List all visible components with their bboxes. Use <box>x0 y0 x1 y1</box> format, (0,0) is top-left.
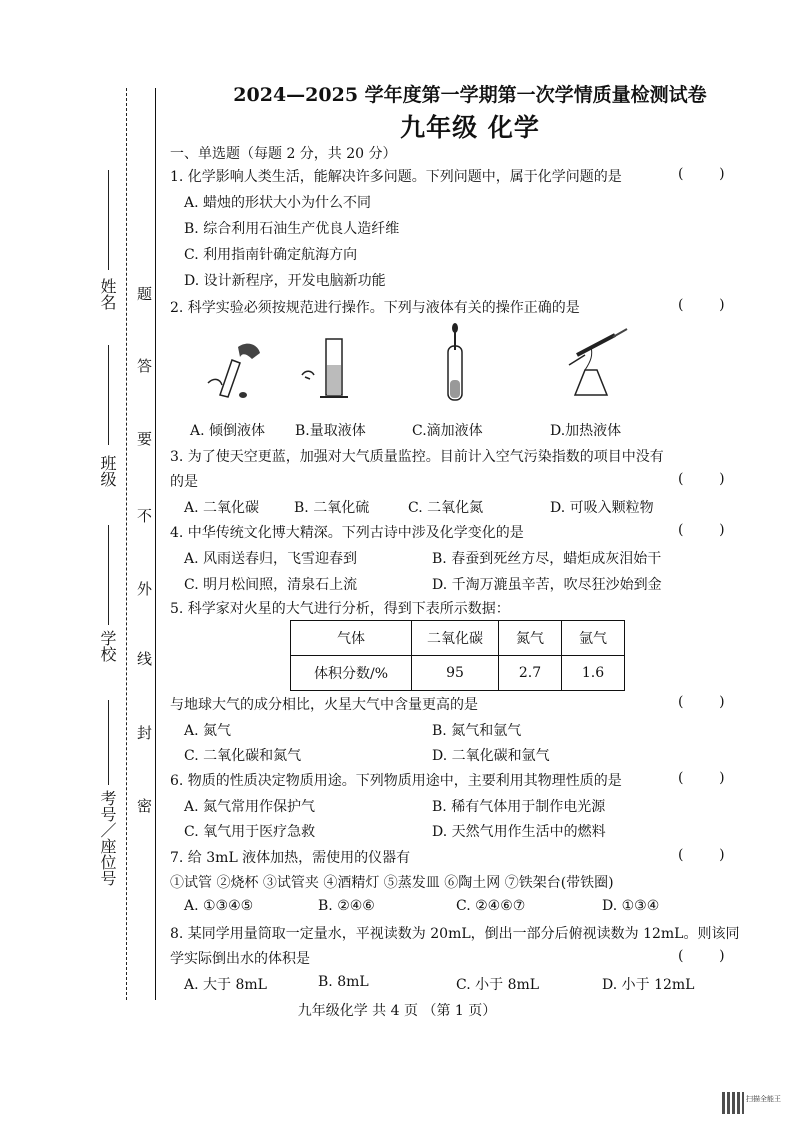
answer-blank: ( ) <box>678 847 725 863</box>
q5-option-d: D. 二氧化碳和氩气 <box>432 748 550 764</box>
seat-label: 考号／座位号 <box>98 790 117 886</box>
school-label: 学校 <box>98 630 117 662</box>
q3-option-d: D. 可吸入颗粒物 <box>550 500 654 516</box>
table-header-cell: 二氧化碳 <box>412 621 499 656</box>
question-8-stem: 8. 某同学用量筒取一定量水，平视读数为 20mL，倒出一部分后俯视读数为 12mL。则该同 <box>170 926 740 942</box>
q6-option-c: C. 氧气用于医疗急救 <box>184 824 316 840</box>
answer-blank: ( ) <box>678 522 725 538</box>
binding-dashed-line <box>126 88 127 1000</box>
class-write-line <box>108 345 109 445</box>
q8-option-a: A. 大于 8mL <box>184 977 267 993</box>
question-7-stem: 7. 给 3mL 液体加热，需使用的仪器有 <box>170 850 411 866</box>
q3-option-a: A. 二氧化碳 <box>184 500 260 516</box>
name-write-line <box>108 170 109 270</box>
q8-option-b: B. 8mL <box>318 974 369 990</box>
q2-option-d: D.加热液体 <box>550 423 622 439</box>
seat-write-line <box>108 700 109 785</box>
table-header-row <box>291 621 625 656</box>
seal-char: 密 <box>137 797 153 815</box>
question-1-stem: 1. 化学影响人类生活，能解决许多问题。下列问题中，属于化学问题的是 <box>170 169 622 185</box>
table-header-cell: 氩气 <box>562 621 625 656</box>
exam-title: 2024—2025 学年度第一学期第一次学情质量检测试卷 <box>233 84 707 106</box>
q4-option-a: A. 风雨送春归，飞雪迎春到 <box>184 551 358 567</box>
seal-char: 封 <box>137 724 153 742</box>
q1-option-b: B. 综合利用石油生产优良人造纤维 <box>184 221 400 237</box>
q1-option-a: A. 蜡烛的形状大小为什么不同 <box>184 195 372 211</box>
section-heading: 一、单选题（每题 2 分，共 20 分） <box>170 146 397 162</box>
q1-option-d: D. 设计新程序，开发电脑新功能 <box>184 273 386 289</box>
table-cell: 2.7 <box>499 656 562 691</box>
q4-option-d: D. 千淘万漉虽辛苦，吹尽狂沙始到金 <box>432 577 662 593</box>
seal-char: 要 <box>137 430 153 448</box>
answer-blank: ( ) <box>678 948 725 964</box>
seal-char: 不 <box>137 507 153 525</box>
question-8-stem-cont: 学实际倒出水的体积是 <box>170 951 310 967</box>
table-header-cell: 氮气 <box>499 621 562 656</box>
dropper-figure <box>440 322 470 402</box>
answer-blank: ( ) <box>678 770 725 786</box>
answer-blank: ( ) <box>678 297 725 313</box>
measure-liquid-figure <box>300 335 360 405</box>
seal-char: 题 <box>137 285 153 303</box>
exam-subtitle: 九年级 化学 <box>400 113 540 142</box>
answer-blank: ( ) <box>678 471 725 487</box>
q2-option-a: A. 倾倒液体 <box>190 423 266 439</box>
q4-option-b: B. 春蚕到死丝方尽，蜡炬成灰泪始干 <box>432 551 662 567</box>
q5-option-a: A. 氮气 <box>184 723 232 739</box>
table-cell: 体积分数/% <box>291 656 412 691</box>
name-label: 姓名 <box>98 278 117 310</box>
q6-option-d: D. 天然气用作生活中的燃料 <box>432 824 606 840</box>
q1-option-c: C. 利用指南针确定航海方向 <box>184 247 358 263</box>
table-row <box>291 656 625 691</box>
q8-option-d: D. 小于 12mL <box>602 977 695 993</box>
q2-option-c: C.滴加液体 <box>412 423 483 439</box>
q7-option-d: D. ①③④ <box>602 898 660 914</box>
q7-option-c: C. ②④⑥⑦ <box>456 898 526 914</box>
class-label: 班级 <box>98 455 117 487</box>
q7-item-list: ①试管 ②烧杯 ③试管夹 ④酒精灯 ⑤蒸发皿 ⑥陶土网 ⑦铁架台(带铁圈) <box>170 875 614 891</box>
answer-blank: ( ) <box>678 694 725 710</box>
school-write-line <box>108 525 109 625</box>
table-cell: 1.6 <box>562 656 625 691</box>
q5-option-c: C. 二氧化碳和氮气 <box>184 748 302 764</box>
seal-char: 外 <box>137 580 153 598</box>
seal-char: 线 <box>137 650 153 668</box>
q8-option-c: C. 小于 8mL <box>456 977 540 993</box>
question-2-stem: 2. 科学实验必须按规范进行操作。下列与液体有关的操作正确的是 <box>170 300 580 316</box>
page-footer: 九年级化学 共 4 页 （第 1 页） <box>297 1003 497 1019</box>
question-3-stem-cont: 的是 <box>170 474 198 490</box>
q3-option-b: B. 二氧化硫 <box>294 500 370 516</box>
q6-option-b: B. 稀有气体用于制作电光源 <box>432 799 606 815</box>
margin-rule-line <box>155 88 156 1000</box>
mars-atmosphere-table <box>290 620 625 691</box>
question-4-stem: 4. 中华传统文化博大精深。下列古诗中涉及化学变化的是 <box>170 525 524 541</box>
question-5-stem-cont: 与地球大气的成分相比，火星大气中含量更高的是 <box>170 697 478 713</box>
table-cell: 95 <box>412 656 499 691</box>
pour-liquid-figure <box>200 335 270 405</box>
q7-option-b: B. ②④⑥ <box>318 898 375 914</box>
seal-char: 答 <box>137 357 153 375</box>
q5-option-b: B. 氮气和氩气 <box>432 723 522 739</box>
q6-option-a: A. 氮气常用作保护气 <box>184 799 316 815</box>
question-6-stem: 6. 物质的性质决定物质用途。下列物质用途中，主要利用其物理性质的是 <box>170 773 622 789</box>
qr-code-icon <box>722 1092 744 1114</box>
heat-liquid-figure <box>555 325 635 400</box>
question-5-stem: 5. 科学家对火星的大气进行分析，得到下表所示数据： <box>170 601 510 617</box>
question-3-stem: 3. 为了使天空更蓝，加强对大气质量监控。目前计入空气污染指数的项目中没有 <box>170 449 664 465</box>
scanner-watermark: 扫描全能王 <box>746 1095 781 1103</box>
q4-option-c: C. 明月松间照，清泉石上流 <box>184 577 358 593</box>
q3-option-c: C. 二氧化氮 <box>408 500 484 516</box>
q7-option-a: A. ①③④⑤ <box>184 898 254 914</box>
answer-blank: ( ) <box>678 166 725 182</box>
table-header-cell: 气体 <box>291 621 412 656</box>
q2-option-b: B.量取液体 <box>295 423 366 439</box>
